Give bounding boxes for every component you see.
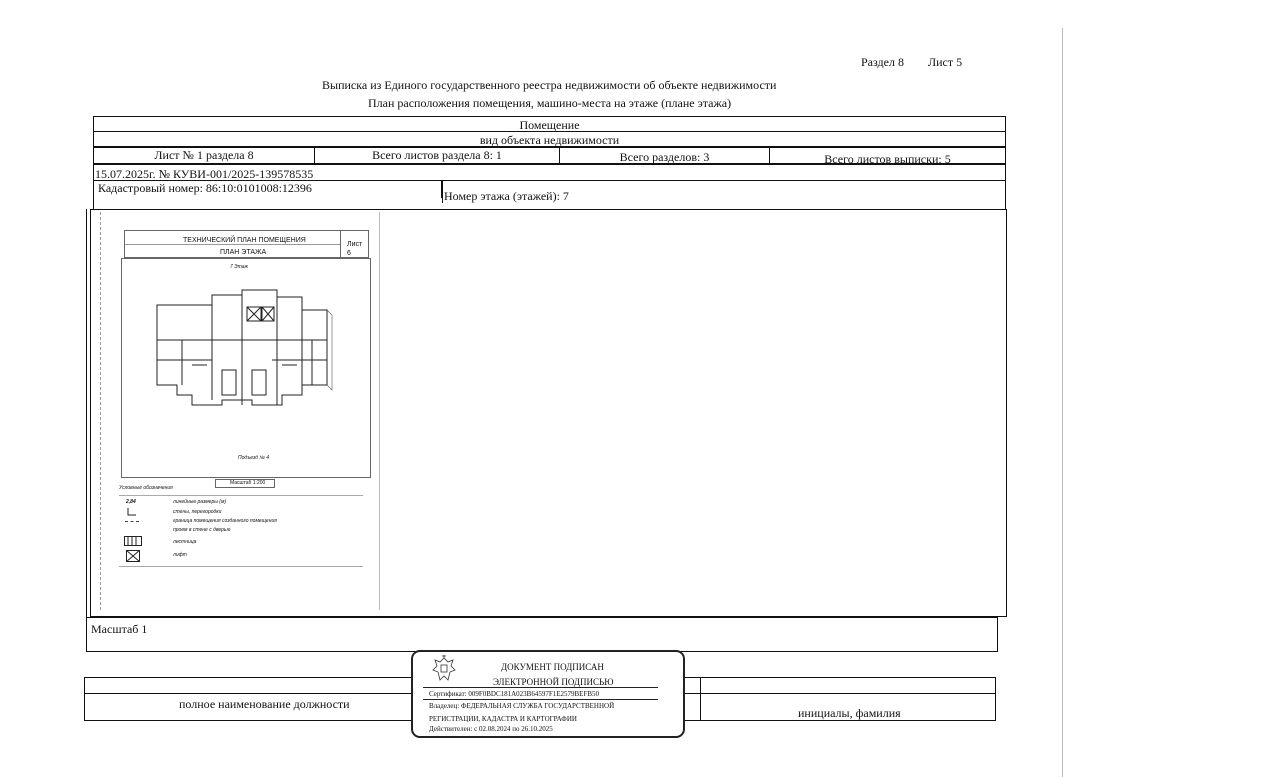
- boundary-line-icon: [125, 521, 139, 523]
- emblem-icon: [427, 654, 461, 684]
- object-type-value: Помещение: [519, 118, 580, 132]
- plan-scale-text: Масштаб 1:200: [230, 480, 266, 486]
- signature-validity: Действителен: с 02.08.2024 по 26.10.2025: [429, 725, 553, 733]
- plan-subtitle: ПЛАН ЭТАЖА: [220, 249, 267, 256]
- signature-certificate: Сертификат: 009F0BDC181A023B64597F1E2579BEFB50: [429, 690, 600, 698]
- plan-scale-box: [215, 479, 275, 488]
- plan-sheet-label: Лист 6: [347, 241, 363, 257]
- electronic-signature-stamp: [411, 650, 685, 738]
- legend-item: граница помещения созданного помещения: [173, 518, 277, 524]
- wall-icon: [127, 508, 137, 516]
- plan-title-block: [124, 230, 369, 258]
- section-label: Раздел 8: [861, 55, 904, 69]
- legend-mark-dimension: 2,84: [126, 499, 136, 505]
- object-type-caption: вид объекта недвижимости: [479, 133, 620, 147]
- plan-drawing-area: [121, 258, 371, 478]
- legend-item: линейные размеры (м): [173, 499, 227, 505]
- total-sheets-section: Всего листов раздела 8: 1: [315, 148, 560, 163]
- cadastral-row: [93, 180, 1006, 210]
- initials-caption: инициалы, фамилия: [798, 706, 901, 720]
- object-type-caption-row: [93, 131, 1006, 147]
- legend-item: лифт: [173, 552, 187, 558]
- object-type-row: [93, 116, 1006, 132]
- document-subtitle: План расположения помещения, машино-места на этаже (плане этажа): [368, 96, 732, 110]
- position-caption: полное наименование должности: [179, 697, 350, 711]
- scale-row: [86, 617, 998, 652]
- floor-number: Номер этажа (этажей): 7: [444, 189, 569, 203]
- signature-title-1: ДОКУМЕНТ ПОДПИСАН: [501, 662, 604, 672]
- legend-item: проем в стене с дверью: [173, 527, 231, 533]
- technical-plan-sheet: [100, 212, 380, 610]
- plan-floor-label: 7 Этаж: [230, 264, 248, 270]
- plan-frame-left-edge: [86, 209, 87, 651]
- legend-item: лестница: [173, 539, 197, 545]
- signature-owner-2: РЕГИСТРАЦИИ, КАДАСТРА И КАРТОГРАФИИ: [429, 715, 577, 723]
- stairs-icon: [124, 536, 142, 546]
- scale-label: Масштаб 1: [91, 622, 148, 636]
- legend-title: Условные обозначения: [119, 485, 173, 491]
- document-title: Выписка из Единого государственного реестра недвижимости об объекте недвижимости: [322, 78, 777, 92]
- total-sections: Всего разделов: 3: [560, 148, 770, 163]
- legend-block: [119, 495, 363, 567]
- sheet-of-section: Лист № 1 раздела 8: [94, 148, 315, 163]
- sheet-label: Лист 5: [928, 55, 963, 69]
- scan-edge-line: [1062, 28, 1063, 777]
- record-date-number: 15.07.2025г. № КУВИ-001/2025-139578535: [95, 167, 314, 181]
- signature-owner-1: Владелец: ФЕДЕРАЛЬНАЯ СЛУЖБА ГОСУДАРСТВЕННОЙ: [429, 702, 615, 710]
- legend-item: стены, перегородки: [173, 509, 222, 515]
- elevator-icon: [126, 550, 140, 562]
- sheet-info-row: [93, 147, 1006, 164]
- floor-plan-drawing: [152, 285, 352, 435]
- record-number-row: [93, 164, 1006, 181]
- cadastral-number: Кадастровый номер: 86:10:0101008:12396: [94, 181, 442, 198]
- signature-title-2: ЭЛЕКТРОННОЙ ПОДПИСЬЮ: [493, 677, 614, 687]
- plan-entrance-label: Подъезд № 4: [238, 455, 270, 461]
- total-sheets-extract: Всего листов выписки: 5: [824, 152, 951, 166]
- plan-title: ТЕХНИЧЕСКИЙ ПЛАН ПОМЕЩЕНИЯ: [183, 237, 306, 244]
